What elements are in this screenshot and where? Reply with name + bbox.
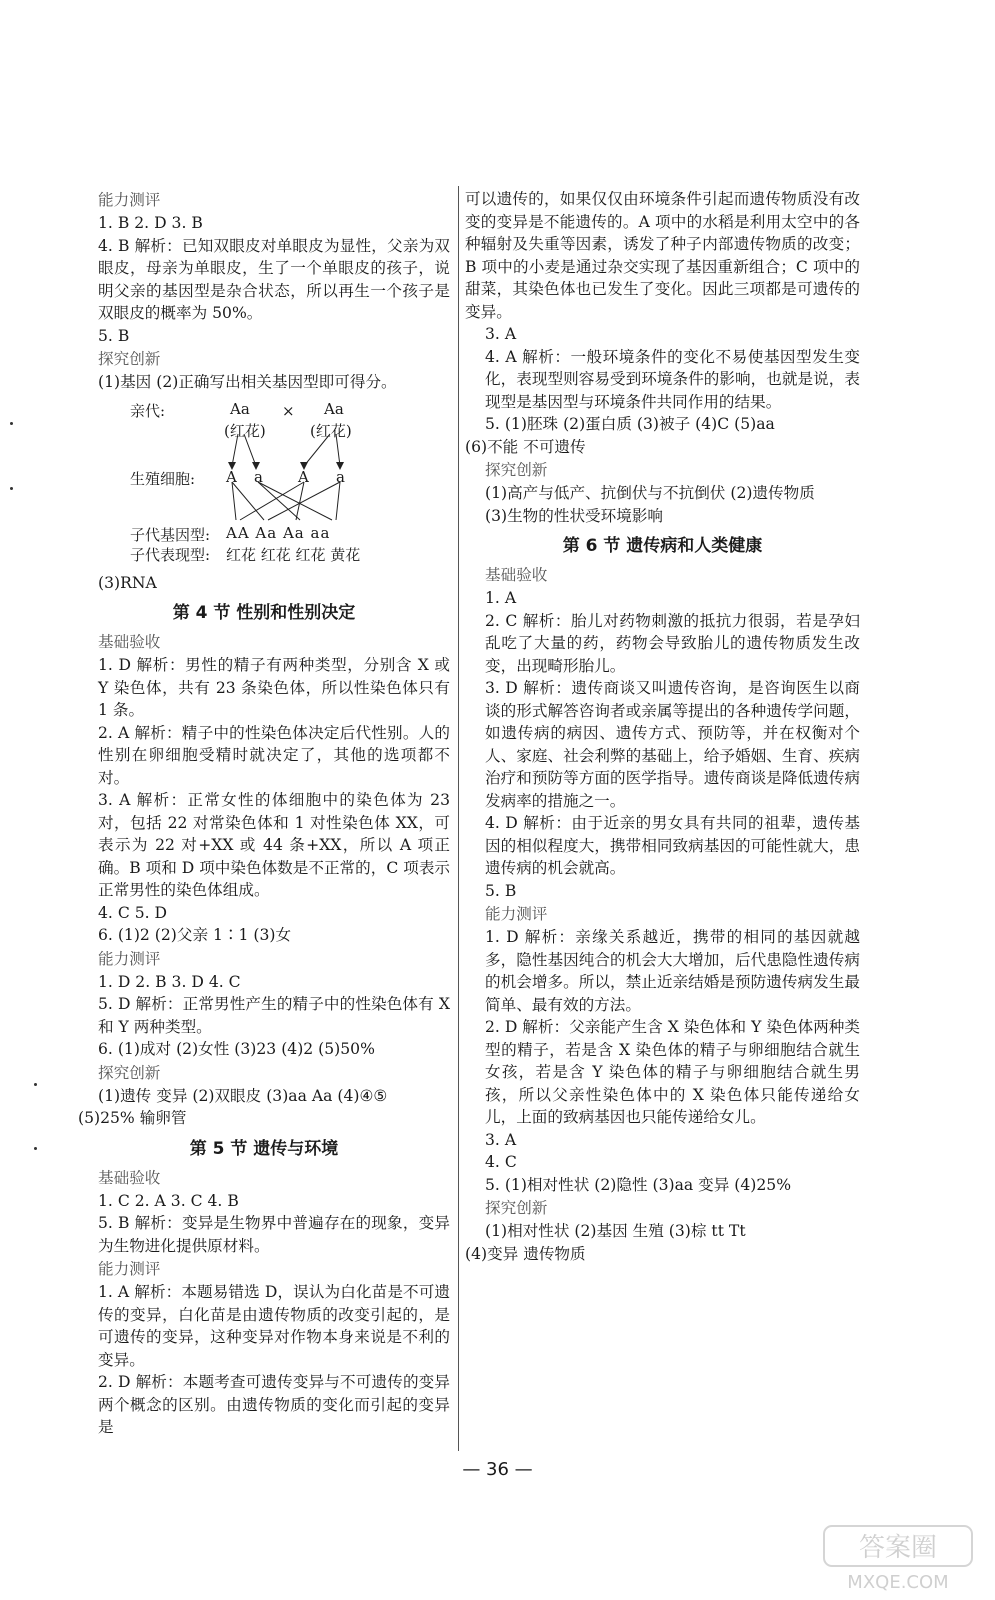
answer-paragraph: 2. D 解析：本题考查可遗传变异与不可遗传的变异两个概念的区别。由遗传物质的变化而引起的变异是 <box>98 1373 450 1436</box>
answer-line: (6)不能 不可遗传 <box>465 437 586 456</box>
section-heading-6: 第 6 节 遗传病和人类健康 <box>562 536 763 556</box>
gamete-label: 生殖细胞: <box>130 469 196 488</box>
subheading-ability-test: 能力测评 <box>485 905 548 923</box>
subheading-explore-innovate: 探究创新 <box>485 461 548 479</box>
answer-line: (1)遗传 变异 (2)双眼皮 (3)aa Aa (4)④⑤ <box>98 1086 388 1105</box>
line-gamete-to-offspring <box>232 482 264 520</box>
answer-line: (3)生物的性状受环境影响 <box>485 506 664 525</box>
subheading-ability-test: 能力测评 <box>98 949 161 968</box>
scan-speck <box>10 422 13 425</box>
watermark-url: MXQE.COM <box>847 1572 949 1593</box>
answer-line: 1. D 2. B 3. D 4. C <box>98 972 241 991</box>
answer-paragraph: 2. D 解析：父亲能产生含 X 染色体和 Y 染色体两种类型的精子，若是含 X 染色体的精子与卵细胞结合就生女孩，若是含 Y 染色体的精子与卵细胞结合就生男孩，所以父亲性染色体中的 X 染色体只能传递给女儿，上面的致病基因也只能传递给女儿。 <box>485 1018 860 1126</box>
watermark-text: 答案圈 <box>858 1533 938 1563</box>
answer-line: 1. B 2. D 3. B <box>98 214 203 232</box>
subheading-ability-test: 能力测评 <box>98 191 161 209</box>
answer-paragraph: 4. A 解析：一般环境条件的变化不易使基因型发生变化，表现型则容易受到环境条件的影响，也就是说，表现型是基因型与环境条件共同作用的结果。 <box>485 347 860 411</box>
answer-paragraph: 3. D 解析：遗传商谈又叫遗传咨询，是咨询医生以商谈的形式解答咨询者或亲属等提出的各种遗传学问题，如遗传病的病因、遗传方式、预防等，并在权衡对个人、家庭、社会利弊的基础上，给予婚姻、生育、疾病治疗和预防等方面的医学指导。遗传商谈是降低遗传病发病率的措施之一。 <box>485 679 860 810</box>
answer-paragraph: 4. B 解析：已知双眼皮对单眼皮为显性，父亲为双眼皮，母亲为单眼皮，生了一个单眼皮的孩子，说明父亲的基因型是杂合状态，所以再生一个孩子是双眼皮的概率为 50%。 <box>98 236 450 322</box>
answer-paragraph: 2. C 解析：胎儿对药物刺激的抵抗力很弱，若是孕妇乱吃了大量的药，药物会导致胎儿的遗传物质发生改变，出现畸形胎儿。 <box>485 611 860 675</box>
offspring-phenotypes: 红花 红花 红花 黄花 <box>226 545 361 564</box>
answer-paragraph: 1. A 解析：本题易错选 D，误认为白化苗是不可遗传的变异，白化苗是由遗传物质的改变引起的，是可遗传的变异，这种变异对作物本身来说是不利的变异。 <box>98 1283 450 1369</box>
right-column <box>465 188 860 1265</box>
line-gamete-to-offspring <box>336 482 340 520</box>
answer-line: 5. B <box>98 326 130 345</box>
answer-paragraph: 3. A 解析：正常女性的体细胞中的染色体为 23 对，包括 22 对常染色体和 1 对性染色体 XX，可表示为 22 对+XX 或 44 条+XX，所以 A 项正确。B 项和 D 项中染色体数是不正常的，C 项表示正常男性的染色体组成。 <box>98 791 451 899</box>
scan-speck <box>10 487 13 490</box>
genetic-cross-diagram <box>78 400 450 568</box>
gamete-allele: a <box>336 467 345 486</box>
section-heading-5: 第 5 节 遗传与环境 <box>189 1138 339 1159</box>
offspring-genotypes: AA Aa Aa aa <box>226 523 331 542</box>
parent-label: 亲代: <box>130 401 166 420</box>
answer-line: 4. C 5. D <box>98 903 168 922</box>
answer-line: 4. C <box>485 1153 517 1171</box>
answer-line: 6. (1)2 (2)父亲 1∶1 (3)女 <box>98 926 292 944</box>
subheading-basic-check: 基础验收 <box>485 566 548 584</box>
gamete-allele: A <box>226 467 237 486</box>
answer-line: (1)相对性状 (2)基因 生殖 (3)棕 tt Tt <box>485 1222 746 1240</box>
answer-paragraph-continued: 可以遗传的，如果仅仅由环境条件引起而遗传物质没有改变的变异是不能遗传的。A 项中的水稻是利用太空中的各种辐射及失重等因素，诱发了种子内部遗传物质的改变；B 项中的小麦是通过杂交实现了基因重新组合；C 项中的甜菜，其染色体也已发生了变化。因此三项都是可遗传的变异。 <box>465 190 860 321</box>
answer-line: (5)25% 输卵管 <box>78 1109 187 1127</box>
subheading-basic-check: 基础验收 <box>98 1168 161 1187</box>
answer-line: (1)基因 (2)正确写出相关基因型即可得分。 <box>98 373 397 391</box>
subheading-explore-innovate: 探究创新 <box>485 1199 548 1217</box>
answer-line: 5. (1)相对性状 (2)隐性 (3)aa 变异 (4)25% <box>485 1175 792 1194</box>
answer-line: 5. (1)胚珠 (2)蛋白质 (3)被子 (4)C (5)aa <box>485 415 775 433</box>
parent-genotype-right: Aa <box>324 399 344 418</box>
answer-paragraph: 4. D 解析：由于近亲的男女具有共同的祖辈，遗传基因的相似程度大，携带相同致病基因的可能性就大，患遗传病的机会就高。 <box>485 814 860 877</box>
answer-line: (1)高产与低产、抗倒伏与不抗倒伏 (2)遗传物质 <box>485 484 815 502</box>
column-divider <box>458 186 459 1451</box>
offspring-genotype-label: 子代基因型: <box>130 525 211 544</box>
left-column <box>78 188 450 1439</box>
scan-speck <box>34 1083 37 1086</box>
subheading-basic-check: 基础验收 <box>98 633 161 651</box>
parent-phenotype-left: (红花) <box>224 421 266 440</box>
scan-speck <box>34 1147 37 1150</box>
page-number: — 36 — <box>462 1459 533 1480</box>
answer-paragraph: 5. B 解析：变异是生物界中普遍存在的现象，变异为生物进化提供原材料。 <box>98 1214 450 1255</box>
watermark-logo <box>822 1522 974 1594</box>
answer-line: 3. A <box>485 325 517 343</box>
subheading-explore-innovate: 探究创新 <box>98 1063 161 1082</box>
answer-line: 6. (1)成对 (2)女性 (3)23 (4)2 (5)50% <box>98 1040 375 1058</box>
answer-line: 3. A <box>485 1130 517 1149</box>
gamete-allele: a <box>254 467 263 486</box>
gamete-allele: A <box>298 467 309 486</box>
answer-line: (3)RNA <box>98 573 157 592</box>
subheading-ability-test: 能力测评 <box>98 1260 161 1278</box>
subheading-explore-innovate: 探究创新 <box>98 350 161 368</box>
line-gamete-to-offspring <box>296 482 304 520</box>
answer-paragraph: 2. A 解析：精子中的性染色体决定后代性别。人的性别在卵细胞受精时就决定了，其他的选项都不对。 <box>98 723 450 787</box>
parent-genotype-left: Aa <box>230 399 250 418</box>
answer-line: 1. C 2. A 3. C 4. B <box>98 1191 239 1210</box>
cross-symbol: × <box>282 401 295 420</box>
answer-line: (4)变异 遗传物质 <box>465 1244 586 1263</box>
section-heading-4: 第 4 节 性别和性别决定 <box>172 603 356 623</box>
answer-line: 1. A <box>485 589 517 607</box>
parent-phenotype-right: (红花) <box>310 421 352 440</box>
answer-line: 5. B <box>485 881 517 900</box>
line-gamete-to-offspring <box>232 482 236 520</box>
answer-paragraph: 1. D 解析：亲缘关系越近，携带的相同的基因就越多，隐性基因纯合的机会大大增加，后代患隐性遗传病的机会增多。所以，禁止近亲结婚是预防遗传病发生最简单、最有效的方法。 <box>485 928 860 1014</box>
offspring-phenotype-label: 子代表现型: <box>130 545 211 564</box>
answer-paragraph: 1. D 解析：男性的精子有两种类型，分别含 X 或 Y 染色体，共有 23 条染色体，所以性染色体只有 1 条。 <box>98 656 450 719</box>
answer-paragraph: 5. D 解析：正常男性产生的精子中的性染色体有 X 和 Y 两种类型。 <box>98 995 450 1036</box>
